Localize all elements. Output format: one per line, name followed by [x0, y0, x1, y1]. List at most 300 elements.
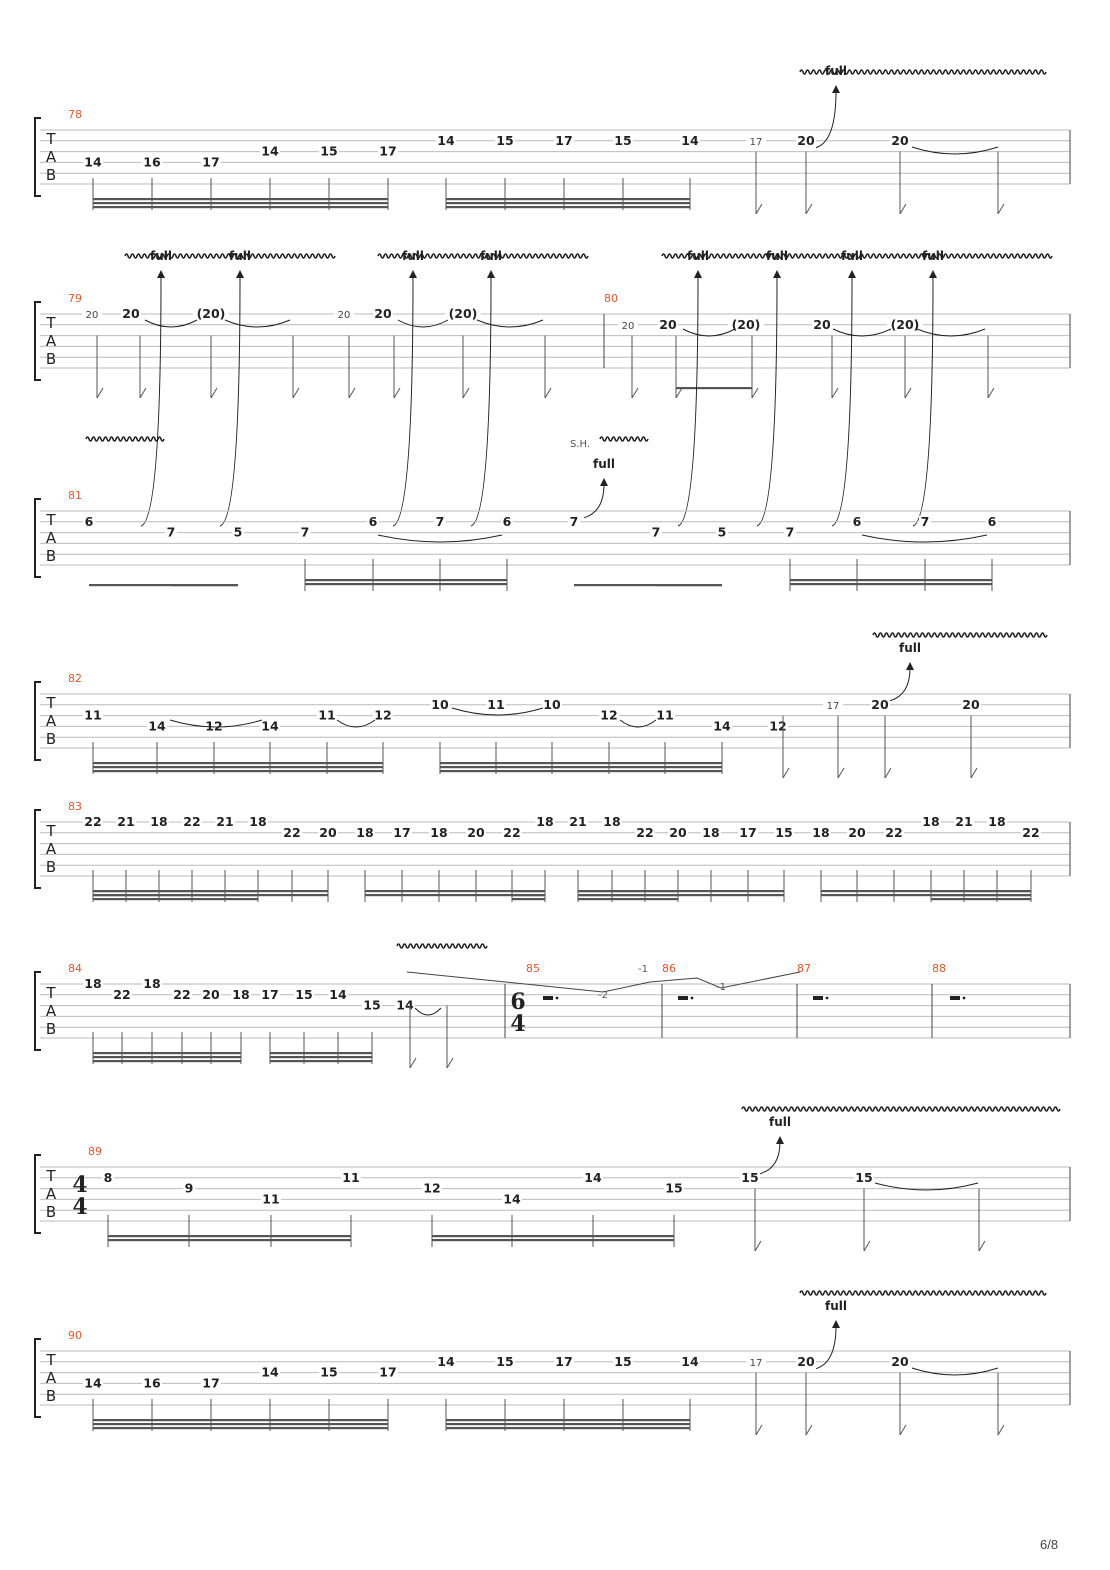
fret-number: 11 — [487, 696, 505, 712]
fret-number: 7 — [920, 513, 930, 529]
note-flag — [545, 388, 551, 398]
bend-arrow — [890, 668, 910, 701]
half-rest — [950, 996, 960, 1000]
note-flag — [900, 1425, 906, 1435]
fret-number: 17 — [393, 824, 411, 840]
fret-number: 20 — [669, 824, 687, 840]
fret-number: 6 — [84, 513, 94, 529]
note-flag — [756, 204, 762, 214]
note-flag — [979, 1241, 985, 1251]
measure-number: 80 — [604, 292, 618, 305]
fret-number: 22 — [503, 824, 521, 840]
beam — [578, 898, 678, 900]
bend-arrowhead — [929, 270, 937, 278]
fret-number: 20 — [797, 1353, 815, 1369]
vibrato-mark — [742, 1107, 1060, 1111]
fret-number: 14 — [437, 1353, 455, 1369]
note-flag — [838, 768, 844, 778]
tab-clef-letter: B — [45, 1020, 57, 1038]
beam — [305, 579, 507, 581]
note-flag — [211, 388, 217, 398]
fret-number: 18 — [84, 976, 102, 991]
bend-label: full — [825, 64, 847, 78]
fret-number: 18 — [702, 824, 720, 840]
bend-label: full — [841, 249, 863, 263]
beam — [108, 1235, 351, 1237]
beam — [93, 1056, 241, 1058]
note-flag — [998, 1425, 1004, 1435]
fret-number: 20 — [319, 824, 337, 840]
fret-number: 22 — [173, 986, 191, 1002]
note-flag — [832, 388, 838, 398]
fret-number: 11 — [318, 707, 336, 723]
fret-number: 11 — [262, 1191, 280, 1207]
fret-number: 20 — [962, 696, 980, 712]
tab-clef-letter: T — [46, 694, 56, 712]
fret-number: 5 — [233, 524, 243, 540]
bend-arrow — [584, 484, 604, 518]
measure-number: 78 — [68, 108, 82, 121]
time-signature-top: 6 — [510, 989, 526, 1015]
note-flag — [293, 388, 299, 398]
fret-number: 17 — [739, 824, 757, 840]
page-number: 6/8 — [1040, 1537, 1059, 1552]
measure-number: 81 — [68, 489, 82, 502]
note-flag — [410, 1058, 416, 1068]
fret-number: 15 — [855, 1169, 873, 1185]
whammy-value: -1 — [716, 982, 726, 993]
vibrato-mark — [397, 944, 487, 948]
fret-number: 18 — [232, 986, 250, 1002]
beam — [93, 766, 383, 768]
tab-clef-letter: T — [46, 822, 56, 840]
beam — [270, 1052, 372, 1054]
fret-number: 9 — [184, 1180, 194, 1196]
tab-clef-letter: A — [45, 332, 57, 350]
fret-number: 7 — [785, 524, 795, 540]
beam — [93, 1423, 388, 1425]
fret-number: 20 — [621, 320, 635, 332]
fret-number: 21 — [955, 814, 973, 829]
fret-number: 14 — [681, 1353, 699, 1369]
beam — [931, 898, 1031, 900]
fret-number: 18 — [812, 824, 830, 840]
tab-clef-letter: A — [45, 1185, 57, 1203]
fret-number: 6 — [852, 513, 862, 529]
tab-clef-letter: B — [45, 730, 57, 748]
fret-number: 8 — [103, 1169, 113, 1185]
fret-number: 14 — [148, 718, 166, 734]
fret-number: 14 — [503, 1191, 521, 1207]
fret-number: 15 — [665, 1180, 683, 1196]
rest-dot — [963, 997, 966, 1000]
beam — [432, 1235, 674, 1237]
beam — [931, 890, 1031, 892]
tab-clef-letter: A — [45, 1002, 57, 1020]
vibrato-mark — [86, 437, 164, 441]
tab-clef-letter: B — [45, 1387, 57, 1405]
fret-number: 6 — [987, 513, 997, 529]
beam — [931, 894, 1031, 896]
note-flag — [394, 388, 400, 398]
tab-system — [35, 499, 1070, 586]
fret-number: 14 — [84, 154, 102, 170]
rest-dot — [691, 997, 694, 1000]
bend-arrowhead — [600, 478, 608, 486]
whammy-value: -1 — [638, 964, 648, 975]
fret-number: 20 — [871, 696, 889, 712]
bend-label: full — [402, 249, 424, 263]
beam — [93, 198, 388, 200]
fret-number: 6 — [502, 513, 512, 529]
measure-number: 90 — [68, 1329, 82, 1342]
measure-number: 82 — [68, 672, 82, 685]
fret-number: 18 — [249, 814, 267, 829]
fret-number: 5 — [717, 524, 727, 540]
beam — [93, 1419, 388, 1421]
fret-number: 10 — [431, 696, 449, 712]
tab-clef-letter: A — [45, 529, 57, 547]
note-flag — [900, 204, 906, 214]
note-flag — [632, 388, 638, 398]
beam — [93, 890, 258, 892]
tie-curve — [683, 329, 735, 336]
bend-label: full — [229, 249, 251, 263]
tab-clef-letter: B — [45, 1203, 57, 1221]
bend-arrowhead — [236, 270, 244, 278]
fret-number: 7 — [569, 513, 579, 529]
fret-number: 12 — [769, 718, 787, 734]
fret-number: 22 — [885, 824, 903, 840]
vibrato-mark — [873, 633, 1047, 637]
tab-clef-letter: T — [46, 130, 56, 148]
note-flag — [864, 1241, 870, 1251]
time-signature-bottom: 4 — [72, 1194, 88, 1220]
beam — [446, 198, 690, 200]
half-rest — [543, 996, 553, 1000]
fret-number: 20 — [797, 132, 815, 148]
bend-arrowhead — [848, 270, 856, 278]
beam — [93, 770, 383, 772]
fret-number: 14 — [261, 143, 279, 159]
tie-curve — [862, 535, 987, 542]
fret-number: 18 — [356, 824, 374, 840]
fret-number: 17 — [261, 986, 279, 1002]
fret-number: (20) — [890, 316, 920, 332]
bend-label: full — [150, 249, 172, 263]
beam — [270, 1060, 372, 1062]
beam — [93, 1060, 241, 1062]
tab-clef-letter: T — [46, 984, 56, 1002]
bend-arrowhead — [409, 270, 417, 278]
fret-number: 17 — [379, 143, 397, 159]
bend-label: full — [922, 249, 944, 263]
fret-number: 11 — [342, 1169, 360, 1185]
whammy-line — [407, 972, 800, 992]
beam — [512, 890, 545, 892]
beam — [440, 766, 722, 768]
tie-curve — [378, 535, 502, 542]
fret-number: 15 — [295, 986, 313, 1002]
fret-number: 15 — [320, 1364, 338, 1380]
fret-number: 16 — [143, 1375, 161, 1391]
bend-arrowhead — [906, 662, 914, 670]
fret-number: 14 — [681, 132, 699, 148]
fret-number: 17 — [749, 136, 763, 148]
beam — [446, 1423, 690, 1425]
fret-number: 14 — [713, 718, 731, 734]
tab-clef-letter: T — [46, 511, 56, 529]
tab-clef-letter: T — [46, 314, 56, 332]
fret-number: 17 — [202, 1375, 220, 1391]
fret-number: (20) — [196, 306, 226, 321]
fret-number: (20) — [731, 316, 761, 332]
fret-number: 12 — [423, 1180, 441, 1196]
note-flag — [752, 388, 758, 398]
tie-curve — [912, 147, 998, 154]
fret-number: 11 — [84, 707, 102, 723]
fret-number: 20 — [659, 316, 677, 332]
note-flag — [140, 388, 146, 398]
beam — [305, 583, 507, 585]
beam — [656, 584, 722, 586]
bend-label: full — [480, 249, 502, 263]
bend-arrowhead — [694, 270, 702, 278]
fret-number: 20 — [122, 306, 140, 321]
measure-number: 84 — [68, 962, 82, 975]
tie-curve — [225, 320, 290, 327]
fret-number: 18 — [430, 824, 448, 840]
fret-number: 20 — [337, 310, 351, 321]
beam — [93, 898, 258, 900]
fret-number: 10 — [543, 696, 561, 712]
fret-number: 18 — [536, 814, 554, 829]
beam — [446, 1427, 690, 1429]
fret-number: 20 — [891, 1353, 909, 1369]
fret-number: 20 — [85, 310, 99, 321]
fret-number: 14 — [84, 1375, 102, 1391]
beam — [512, 898, 545, 900]
fret-number: 15 — [614, 132, 632, 148]
note-flag — [463, 388, 469, 398]
fret-number: 12 — [600, 707, 618, 723]
bend-label: full — [593, 457, 615, 471]
beam — [676, 387, 752, 389]
measure-number: 86 — [662, 962, 676, 975]
half-rest — [678, 996, 688, 1000]
fret-number: 7 — [166, 524, 176, 540]
fret-number: 15 — [363, 997, 381, 1013]
beam — [790, 583, 992, 585]
tab-clef-letter: B — [45, 166, 57, 184]
rest-dot — [826, 997, 829, 1000]
measure-number: 89 — [88, 1145, 102, 1158]
measure-number: 88 — [932, 962, 946, 975]
tie-curve — [917, 329, 985, 336]
bend-arrowhead — [776, 1136, 784, 1144]
note-flag — [988, 388, 994, 398]
fret-number: 20 — [374, 306, 392, 321]
measure-number: 79 — [68, 292, 82, 305]
bend-arrow — [816, 91, 836, 148]
rest-dot — [556, 997, 559, 1000]
note-flag — [756, 1425, 762, 1435]
note-flag — [783, 768, 789, 778]
fret-number: 17 — [555, 1353, 573, 1369]
beam — [270, 1056, 372, 1058]
measure-number: 85 — [526, 962, 540, 975]
beam — [446, 202, 690, 204]
fret-number: 22 — [636, 824, 654, 840]
bend-label: full — [769, 1115, 791, 1129]
half-rest — [813, 996, 823, 1000]
beam — [93, 762, 383, 764]
note-flag — [97, 388, 103, 398]
fret-number: 18 — [603, 814, 621, 829]
fret-number: 21 — [117, 814, 135, 829]
beam — [440, 770, 722, 772]
tab-clef-letter: A — [45, 840, 57, 858]
fret-number: 22 — [84, 814, 102, 829]
fret-number: 20 — [813, 316, 831, 332]
note-flag — [447, 1058, 453, 1068]
fret-number: 21 — [569, 814, 587, 829]
bend-arrow — [760, 1142, 780, 1174]
bend-label: full — [899, 641, 921, 655]
fret-number: 22 — [283, 824, 301, 840]
fret-number: 11 — [656, 707, 674, 723]
bend-arrowhead — [832, 85, 840, 93]
fret-number: 22 — [113, 986, 131, 1002]
bend-label: full — [766, 249, 788, 263]
fret-number: 6 — [368, 513, 378, 529]
fret-number: 15 — [496, 1353, 514, 1369]
fret-number: 14 — [329, 986, 347, 1002]
beam — [446, 206, 690, 208]
note-flag — [905, 388, 911, 398]
time-signature-top: 4 — [72, 1172, 88, 1198]
beam — [93, 206, 388, 208]
vibrato-mark — [600, 437, 648, 441]
tie-curve — [398, 320, 448, 327]
note-flag — [885, 768, 891, 778]
note-flag — [806, 1425, 812, 1435]
beam — [93, 1052, 241, 1054]
bend-arrowhead — [487, 270, 495, 278]
beam — [93, 894, 258, 896]
fret-number: 18 — [988, 814, 1006, 829]
tab-clef-letter: T — [46, 1167, 56, 1185]
note-flag — [806, 204, 812, 214]
fret-number: 17 — [379, 1364, 397, 1380]
fret-number: 15 — [320, 143, 338, 159]
tab-clef-letter: A — [45, 148, 57, 166]
fret-number: 18 — [143, 976, 161, 991]
fret-number: 14 — [396, 997, 414, 1013]
note-flag — [676, 388, 682, 398]
fret-number: 15 — [614, 1353, 632, 1369]
fret-number: (20) — [448, 306, 478, 321]
tie-curve — [477, 320, 543, 327]
fret-number: 12 — [205, 718, 223, 734]
tab-clef-letter: B — [45, 547, 57, 565]
beam — [512, 894, 545, 896]
bend-label: full — [825, 1299, 847, 1313]
fret-number: 17 — [555, 132, 573, 148]
fret-number: 18 — [922, 814, 940, 829]
tab-clef-letter: A — [45, 1369, 57, 1387]
fret-number: 14 — [437, 132, 455, 148]
fret-number: 7 — [300, 524, 310, 540]
tie-curve — [912, 1368, 998, 1375]
fret-number: 14 — [584, 1169, 602, 1185]
fret-number: 20 — [202, 986, 220, 1002]
bend-arrowhead — [157, 270, 165, 278]
fret-number: 12 — [374, 707, 392, 723]
beam — [446, 1419, 690, 1421]
beam — [432, 1239, 674, 1241]
fret-number: 7 — [435, 513, 445, 529]
fret-number: 20 — [891, 132, 909, 148]
note-flag — [971, 768, 977, 778]
tab-clef-letter: B — [45, 350, 57, 368]
fret-number: 22 — [1022, 824, 1040, 840]
note-flag — [998, 204, 1004, 214]
vibrato-mark — [800, 1291, 1046, 1295]
whammy-value: -2 — [598, 990, 608, 1001]
fret-number: 14 — [261, 1364, 279, 1380]
fret-number: 21 — [216, 814, 234, 829]
tab-clef-letter: A — [45, 712, 57, 730]
measure-number: 87 — [797, 962, 811, 975]
beam — [578, 894, 678, 896]
note-flag — [349, 388, 355, 398]
fret-number: 18 — [150, 814, 168, 829]
fret-number: 17 — [826, 700, 840, 712]
tie-curve — [145, 320, 197, 327]
time-signature-bottom: 4 — [510, 1011, 526, 1037]
fret-number: 14 — [261, 718, 279, 734]
bend-arrowhead — [773, 270, 781, 278]
fret-number: 15 — [775, 824, 793, 840]
fret-number: 7 — [651, 524, 661, 540]
tab-clef-letter: B — [45, 858, 57, 876]
beam — [578, 890, 678, 892]
fret-number: 20 — [467, 824, 485, 840]
fret-number: 20 — [848, 824, 866, 840]
fret-number: 22 — [183, 814, 201, 829]
beam — [790, 579, 992, 581]
measure-number: 83 — [68, 800, 82, 813]
bend-label: full — [687, 249, 709, 263]
sh-annotation: S.H. — [570, 439, 591, 450]
beam — [93, 202, 388, 204]
fret-number: 16 — [143, 154, 161, 170]
tie-curve — [415, 1008, 441, 1015]
beam — [171, 584, 238, 586]
fret-number: 15 — [741, 1169, 759, 1185]
fret-number: 17 — [749, 1357, 763, 1369]
beam — [440, 762, 722, 764]
tie-curve — [833, 329, 891, 336]
fret-number: 15 — [496, 132, 514, 148]
beam — [108, 1239, 351, 1241]
beam — [93, 1427, 388, 1429]
tab-clef-letter: T — [46, 1351, 56, 1369]
note-flag — [755, 1241, 761, 1251]
fret-number: 17 — [202, 154, 220, 170]
bend-arrowhead — [832, 1320, 840, 1328]
